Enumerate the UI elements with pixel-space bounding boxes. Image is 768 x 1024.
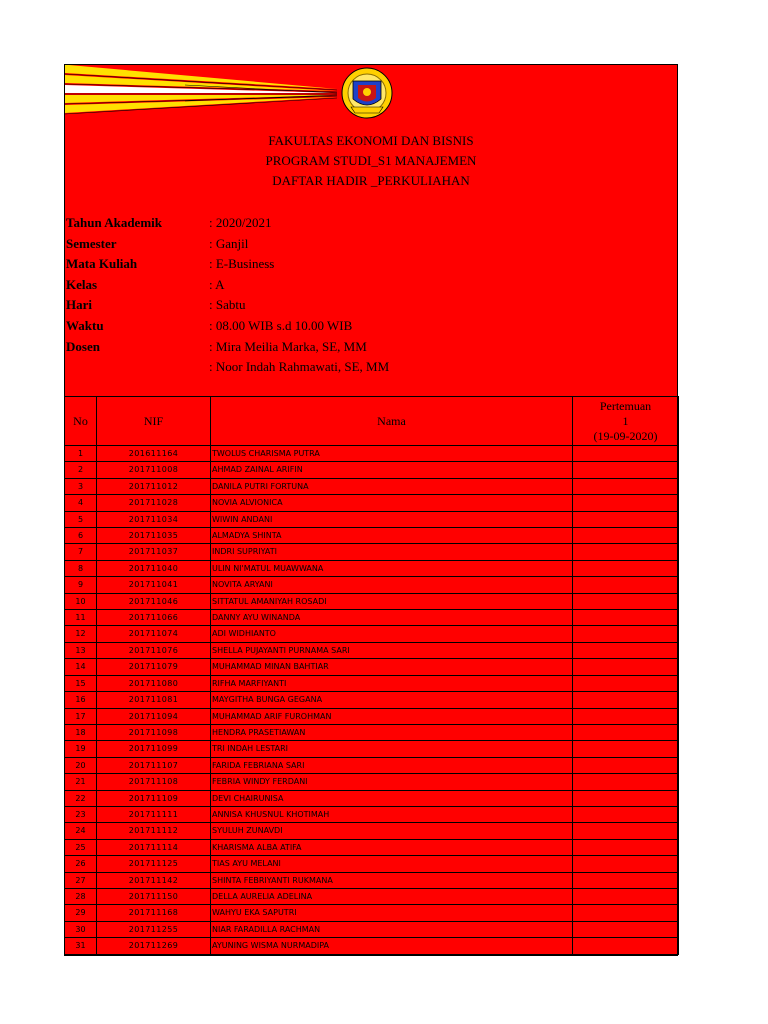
cell-no: 22 xyxy=(65,790,97,806)
table-row xyxy=(65,790,679,806)
col-header-pertemuan xyxy=(573,397,679,446)
cell-nif: 201711111 xyxy=(97,806,211,822)
cell-no: 18 xyxy=(65,724,97,740)
table-row xyxy=(65,560,679,576)
cell-nama: DANNY AYU WINANDA xyxy=(211,610,573,626)
info-row xyxy=(66,295,666,316)
attendance-sheet xyxy=(64,64,678,956)
cell-nif: 201711076 xyxy=(97,642,211,658)
table-row xyxy=(65,774,679,790)
cell-attendance[interactable] xyxy=(573,921,679,937)
cell-nif: 201711255 xyxy=(97,921,211,937)
cell-attendance[interactable] xyxy=(573,938,679,954)
cell-attendance[interactable] xyxy=(573,446,679,462)
cell-no: 23 xyxy=(65,806,97,822)
info-value: : 08.00 WIB s.d 10.00 WIB xyxy=(209,317,353,333)
cell-no: 6 xyxy=(65,528,97,544)
cell-no: 5 xyxy=(65,511,97,527)
info-row xyxy=(66,337,666,358)
cell-attendance[interactable] xyxy=(573,888,679,904)
cell-nama: RIFHA MARFIYANTI xyxy=(211,675,573,691)
col-header-no: No xyxy=(65,397,97,446)
table-row xyxy=(65,626,679,642)
info-label: Kelas xyxy=(66,276,98,292)
cell-no: 1 xyxy=(65,446,97,462)
cell-nama: ALMADYA SHINTA xyxy=(211,528,573,544)
cell-attendance[interactable] xyxy=(573,724,679,740)
cell-no: 2 xyxy=(65,462,97,478)
table-row xyxy=(65,692,679,708)
program-title: PROGRAM STUDI_S1 MANAJEMEN xyxy=(265,153,477,168)
table-row xyxy=(65,839,679,855)
pertemuan-label: Pertemuan xyxy=(599,398,652,413)
cell-nama: SYULUH ZUNAVDI xyxy=(211,823,573,839)
cell-nama: SHELLA PUJAYANTI PURNAMA SARI xyxy=(211,642,573,658)
cell-nif: 201711081 xyxy=(97,692,211,708)
university-logo-icon xyxy=(342,68,392,118)
cell-no: 12 xyxy=(65,626,97,642)
cell-attendance[interactable] xyxy=(573,610,679,626)
pertemuan-date: (19-09-2020) xyxy=(593,428,658,443)
info-row xyxy=(66,234,666,255)
cell-attendance[interactable] xyxy=(573,495,679,511)
col-header-nif: NIF xyxy=(97,397,211,446)
table-row xyxy=(65,856,679,872)
table-row xyxy=(65,659,679,675)
table-header-row xyxy=(65,397,679,446)
info-row xyxy=(66,316,666,337)
cell-no: 11 xyxy=(65,610,97,626)
cell-nama: NIAR FARADILLA RACHMAN xyxy=(211,921,573,937)
cell-nif: 201611164 xyxy=(97,446,211,462)
faculty-title: FAKULTAS EKONOMI DAN BISNIS xyxy=(268,133,474,148)
document-title: DAFTAR HADIR _PERKULIAHAN xyxy=(272,173,470,188)
cell-nif: 201711037 xyxy=(97,544,211,560)
cell-attendance[interactable] xyxy=(573,692,679,708)
table-row xyxy=(65,478,679,494)
table-row xyxy=(65,921,679,937)
cell-no: 19 xyxy=(65,741,97,757)
cell-no: 21 xyxy=(65,774,97,790)
info-label: Tahun Akademik xyxy=(66,215,162,230)
table-row xyxy=(65,823,679,839)
cell-nama: WAHYU EKA SAPUTRI xyxy=(211,905,573,921)
cell-nif: 201711109 xyxy=(97,790,211,806)
cell-nif: 201711066 xyxy=(97,610,211,626)
cell-nif: 201711040 xyxy=(97,560,211,576)
cell-nama: SITTATUL AMANIYAH ROSADI xyxy=(211,593,573,609)
cell-nama: ULIN NI'MATUL MUAWWANA xyxy=(211,560,573,576)
cell-no: 16 xyxy=(65,692,97,708)
info-label: Mata Kuliah xyxy=(66,256,138,272)
cell-no: 15 xyxy=(65,675,97,691)
cell-nama: TWOLUS CHARISMA PUTRA xyxy=(211,446,573,462)
cell-nama: AHMAD ZAINAL ARIFIN xyxy=(211,462,573,478)
cell-attendance[interactable] xyxy=(573,659,679,675)
table-row xyxy=(65,888,679,904)
cell-nif: 201711079 xyxy=(97,659,211,675)
cell-no: 24 xyxy=(65,823,97,839)
cell-attendance[interactable] xyxy=(573,528,679,544)
header-banner xyxy=(65,65,677,125)
cell-attendance[interactable] xyxy=(573,511,679,527)
cell-nama: ADI WIDHIANTO xyxy=(211,626,573,642)
cell-nama: TIAS AYU MELANI xyxy=(211,856,573,872)
cell-no: 30 xyxy=(65,921,97,937)
cell-nif: 201711142 xyxy=(97,872,211,888)
cell-attendance[interactable] xyxy=(573,626,679,642)
cell-nama: FEBRIA WINDY FERDANI xyxy=(211,774,573,790)
cell-nama: DEVI CHAIRUNISA xyxy=(211,790,573,806)
info-value: : E-Business xyxy=(209,256,275,272)
table-row xyxy=(65,446,679,462)
table-row xyxy=(65,544,679,560)
cell-no: 29 xyxy=(65,905,97,921)
cell-attendance[interactable] xyxy=(573,757,679,773)
cell-attendance[interactable] xyxy=(573,856,679,872)
cell-no: 10 xyxy=(65,593,97,609)
cell-nif: 201711008 xyxy=(97,462,211,478)
info-value: : Noor Indah Rahmawati, SE, MM xyxy=(209,359,390,375)
cell-attendance[interactable] xyxy=(573,872,679,888)
cell-nama: DELLA AURELIA ADELINA xyxy=(211,888,573,904)
table-body xyxy=(65,446,679,955)
cell-nif: 201711112 xyxy=(97,823,211,839)
cell-nif: 201711098 xyxy=(97,724,211,740)
cell-nif: 201711114 xyxy=(97,839,211,855)
cell-no: 7 xyxy=(65,544,97,560)
cell-nif: 201711034 xyxy=(97,511,211,527)
table-row xyxy=(65,938,679,954)
cell-nif: 201711099 xyxy=(97,741,211,757)
cell-nif: 201711125 xyxy=(97,856,211,872)
cell-attendance[interactable] xyxy=(573,839,679,855)
cell-nif: 201711269 xyxy=(97,938,211,954)
info-row xyxy=(66,254,666,275)
cell-attendance[interactable] xyxy=(573,774,679,790)
cell-attendance[interactable] xyxy=(573,790,679,806)
cell-attendance[interactable] xyxy=(573,823,679,839)
cell-nama: MUHAMMAD ARIF FUROHMAN xyxy=(211,708,573,724)
cell-nama: ANNISA KHUSNUL KHOTIMAH xyxy=(211,806,573,822)
cell-nama: FARIDA FEBRIANA SARI xyxy=(211,757,573,773)
info-value: : Mira Meilia Marka, SE, MM xyxy=(209,338,367,354)
cell-no: 28 xyxy=(65,888,97,904)
cell-no: 8 xyxy=(65,560,97,576)
table-row xyxy=(65,495,679,511)
info-row xyxy=(66,357,666,378)
cell-nif: 201711168 xyxy=(97,905,211,921)
cell-attendance[interactable] xyxy=(573,544,679,560)
cell-no: 9 xyxy=(65,577,97,593)
cell-nama: SHINTA FEBRIYANTI RUKMANA xyxy=(211,872,573,888)
cell-nama: TRI INDAH LESTARI xyxy=(211,741,573,757)
cell-attendance[interactable] xyxy=(573,675,679,691)
table-row xyxy=(65,757,679,773)
cell-no: 25 xyxy=(65,839,97,855)
cell-nama: NOVITA ARYANI xyxy=(211,577,573,593)
cell-no: 4 xyxy=(65,495,97,511)
cell-nama: INDRI SUPRIYATI xyxy=(211,544,573,560)
info-value: : Sabtu xyxy=(209,297,246,313)
table-row xyxy=(65,905,679,921)
table-row xyxy=(65,724,679,740)
cell-attendance[interactable] xyxy=(573,642,679,658)
attendance-table xyxy=(64,396,679,955)
info-label: Dosen xyxy=(66,338,100,354)
pertemuan-number: 1 xyxy=(622,413,629,428)
cell-no: 20 xyxy=(65,757,97,773)
cell-nif: 201711107 xyxy=(97,757,211,773)
info-label: Waktu xyxy=(66,317,104,333)
table-row xyxy=(65,642,679,658)
banner-rays-graphic xyxy=(65,65,677,125)
cell-no: 17 xyxy=(65,708,97,724)
info-value: : 2020/2021 xyxy=(209,215,272,230)
cell-nama: HENDRA PRASETIAWAN xyxy=(211,724,573,740)
info-row xyxy=(66,213,666,234)
col-header-nama: Nama xyxy=(211,397,573,446)
cell-nama: KHARISMA ALBA ATIFA xyxy=(211,839,573,855)
table-row xyxy=(65,577,679,593)
course-info xyxy=(66,213,666,378)
cell-nif: 201711028 xyxy=(97,495,211,511)
cell-attendance[interactable] xyxy=(573,741,679,757)
cell-no: 26 xyxy=(65,856,97,872)
table-row xyxy=(65,741,679,757)
cell-nif: 201711150 xyxy=(97,888,211,904)
cell-nif: 201711094 xyxy=(97,708,211,724)
cell-nama: NOVIA ALVIONICA xyxy=(211,495,573,511)
cell-nama: DANILA PUTRI FORTUNA xyxy=(211,478,573,494)
cell-nama: WIWIN ANDANI xyxy=(211,511,573,527)
cell-nif: 201711108 xyxy=(97,774,211,790)
info-label: Semester xyxy=(66,235,117,251)
cell-attendance[interactable] xyxy=(573,560,679,576)
cell-nif: 201711074 xyxy=(97,626,211,642)
table-row xyxy=(65,872,679,888)
cell-nama: AYUNING WISMA NURMADIPA xyxy=(211,938,573,954)
cell-no: 31 xyxy=(65,938,97,954)
table-row xyxy=(65,511,679,527)
table-row xyxy=(65,462,679,478)
table-row xyxy=(65,593,679,609)
info-row xyxy=(66,275,666,296)
info-value: : A xyxy=(209,276,225,292)
cell-attendance[interactable] xyxy=(573,806,679,822)
cell-nif: 201711046 xyxy=(97,593,211,609)
cell-attendance[interactable] xyxy=(573,905,679,921)
table-row xyxy=(65,708,679,724)
document-title-block xyxy=(65,131,677,191)
cell-no: 13 xyxy=(65,642,97,658)
cell-nif: 201711012 xyxy=(97,478,211,494)
cell-attendance[interactable] xyxy=(573,593,679,609)
cell-nama: MUHAMMAD MINAN BAHTIAR xyxy=(211,659,573,675)
table-row xyxy=(65,806,679,822)
cell-attendance[interactable] xyxy=(573,577,679,593)
cell-attendance[interactable] xyxy=(573,478,679,494)
cell-nif: 201711035 xyxy=(97,528,211,544)
cell-no: 3 xyxy=(65,478,97,494)
info-label: Hari xyxy=(66,297,92,313)
info-value: : Ganjil xyxy=(209,235,249,251)
table-row xyxy=(65,528,679,544)
cell-no: 27 xyxy=(65,872,97,888)
cell-no: 14 xyxy=(65,659,97,675)
cell-nama: MAYGITHA BUNGA GEGANA xyxy=(211,692,573,708)
table-row xyxy=(65,675,679,691)
cell-nif: 201711080 xyxy=(97,675,211,691)
cell-attendance[interactable] xyxy=(573,708,679,724)
cell-attendance[interactable] xyxy=(573,462,679,478)
table-row xyxy=(65,610,679,626)
cell-nif: 201711041 xyxy=(97,577,211,593)
